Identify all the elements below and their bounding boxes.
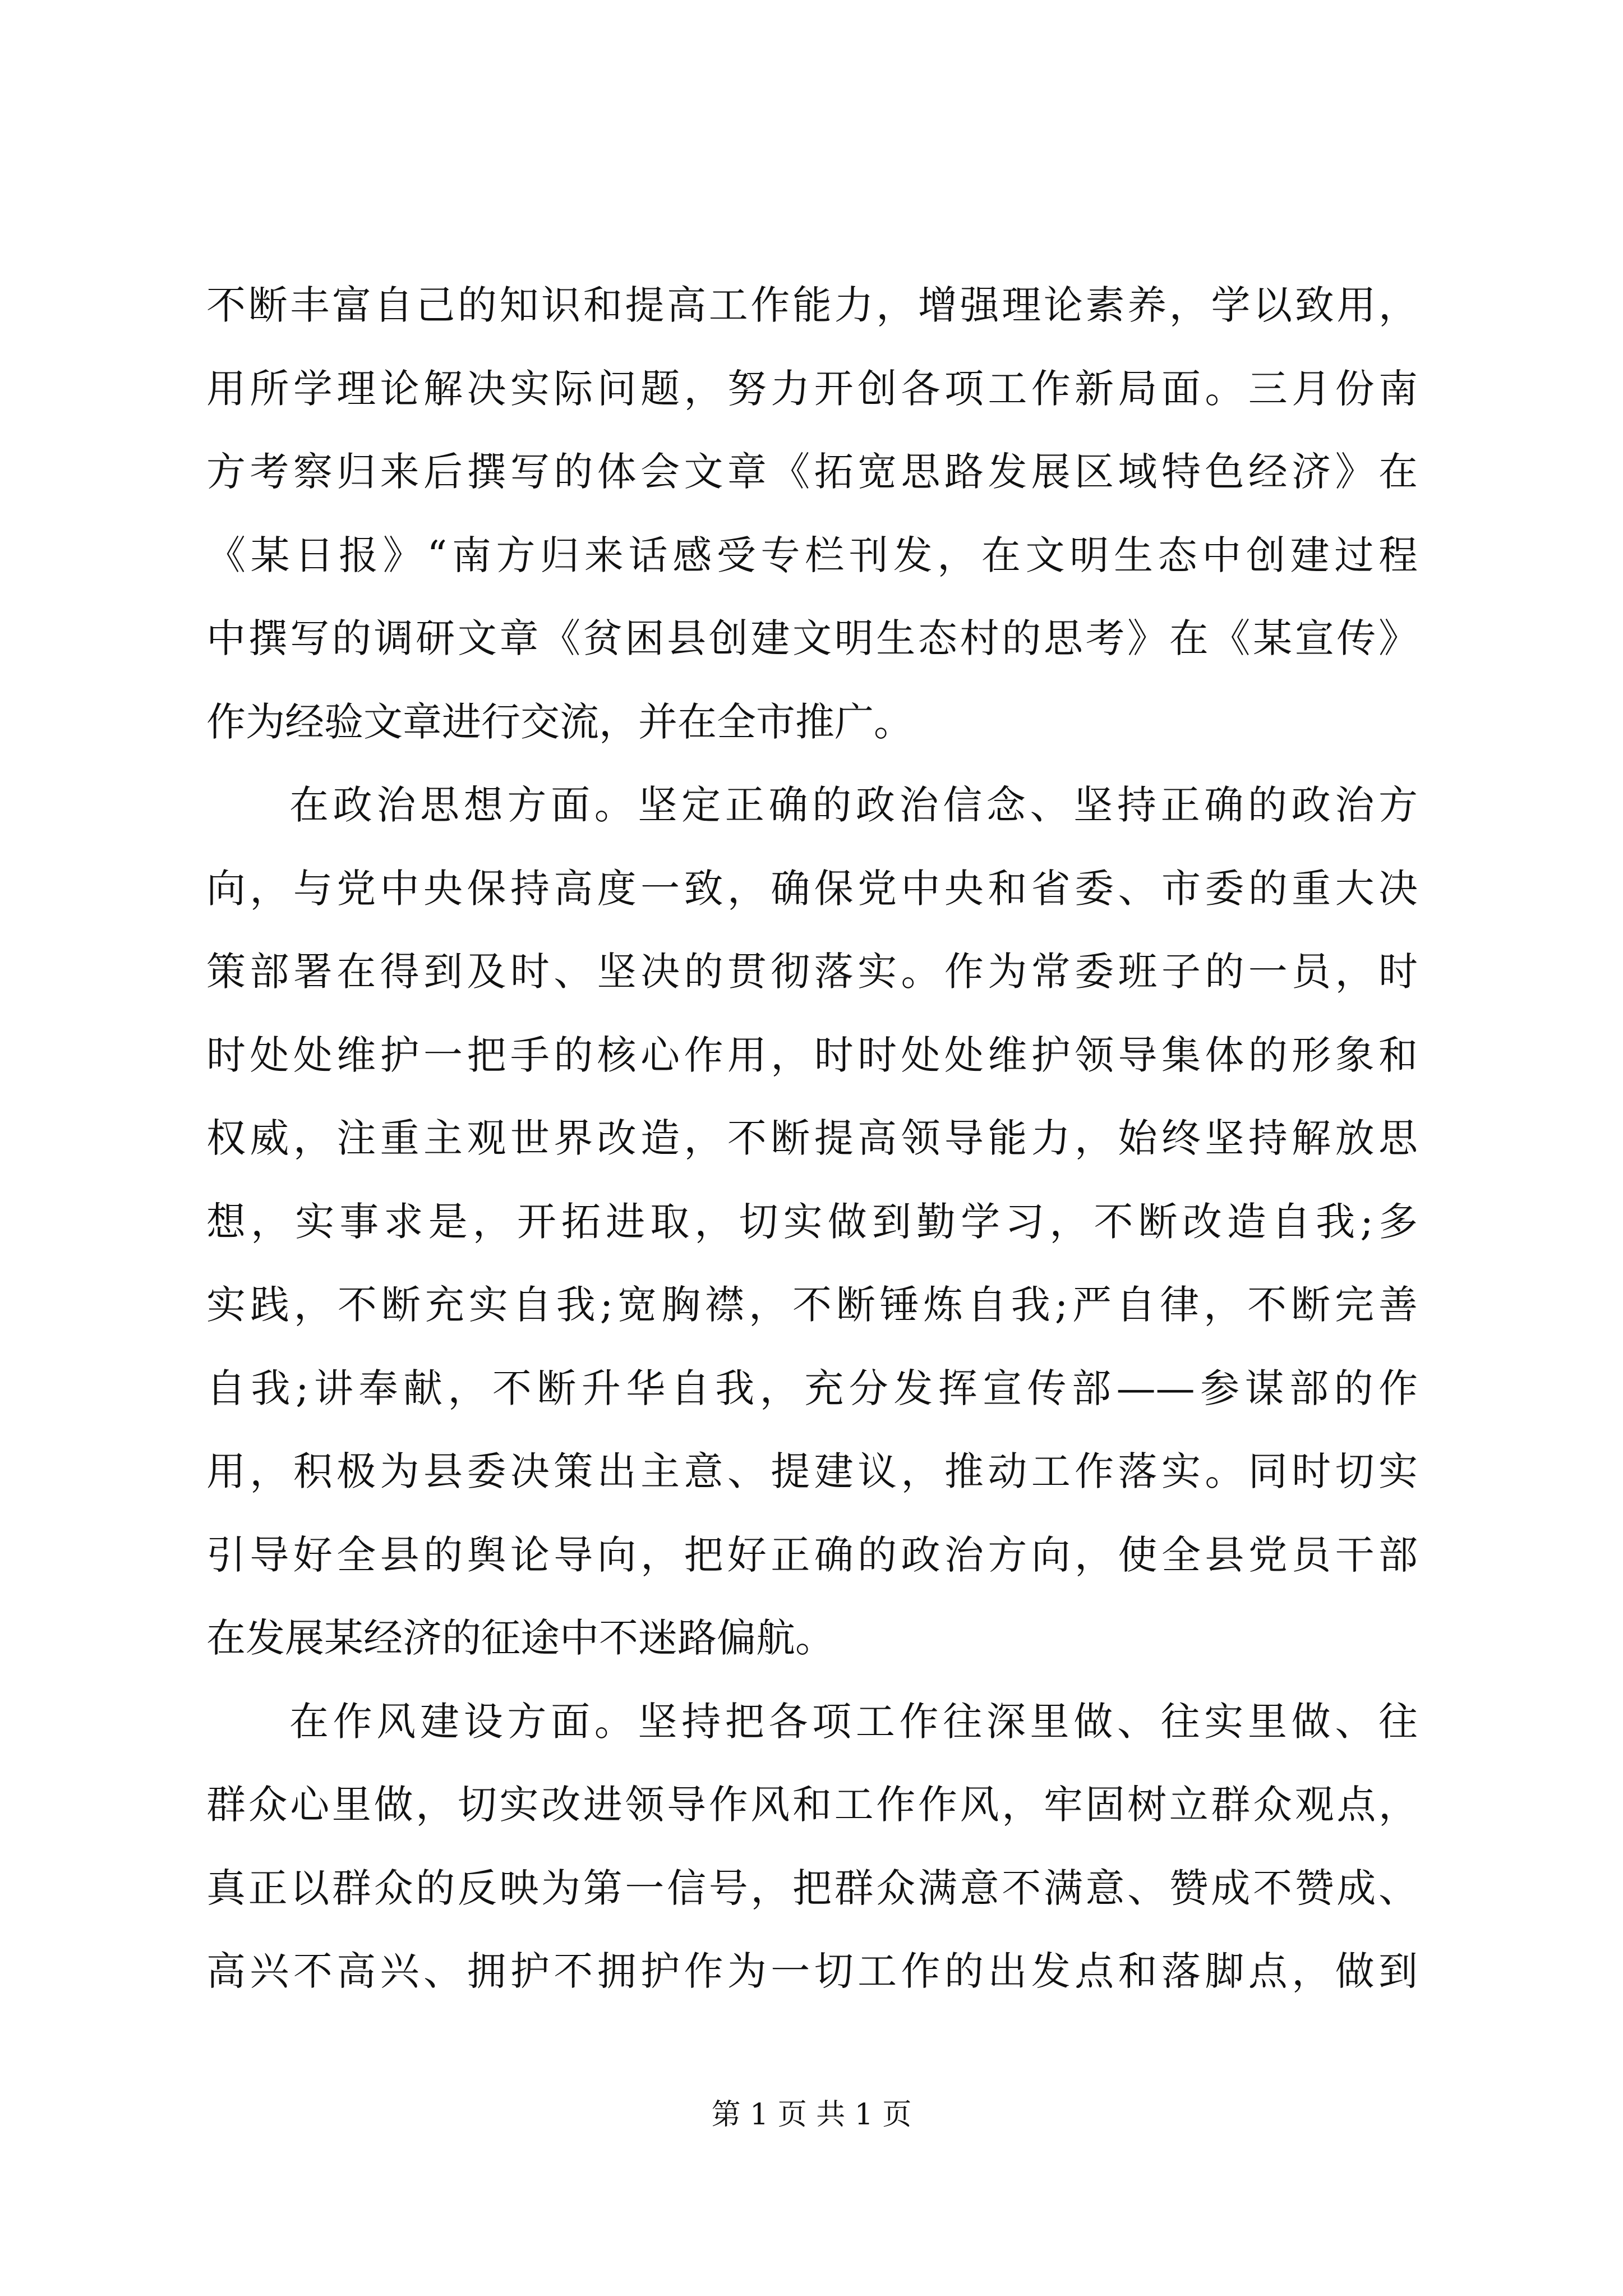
paragraph-2-line-6: 想，实事求是，开拓进取，切实做到勤学习，不断改造自我;多 xyxy=(206,1198,1418,1245)
paragraph-2-line-5: 权威，注重主观世界改造，不断提高领导能力，始终坚持解放思 xyxy=(206,1115,1418,1161)
paragraph-1-line-6: 作为经验文章进行交流，并在全市推广。 xyxy=(206,698,913,745)
document-body xyxy=(206,264,1418,2013)
paragraph-1-line-4: 《某日报》“南方归来话感受专栏刊发，在文明生态中创建过程 xyxy=(206,532,1418,578)
paragraph-2-line-7: 实践，不断充实自我;宽胸襟，不断锤炼自我;严自律，不断完善 xyxy=(206,1282,1418,1328)
paragraph-2-line-4: 时处处维护一把手的核心作用，时时处处维护领导集体的形象和 xyxy=(206,1032,1418,1078)
page-number-label: 第 1 页 共 1 页 xyxy=(711,2098,912,2132)
paragraph-1-line-5: 中撰写的调研文章《贫困县创建文明生态村的思考》在《某宣传》 xyxy=(206,615,1418,661)
paragraph-2-line-2: 向，与党中央保持高度一致，确保党中央和省委、市委的重大决 xyxy=(206,865,1418,912)
paragraph-3-line-1: 在作风建设方面。坚持把各项工作往深里做、往实里做、往 xyxy=(289,1698,1418,1745)
paragraph-2-line-3: 策部署在得到及时、坚决的贯彻落实。作为常委班子的一员，时 xyxy=(206,949,1418,995)
paragraph-2-line-8: 自我;讲奉献，不断升华自我，充分发挥宣传部——参谋部的作 xyxy=(206,1365,1418,1411)
paragraph-1-line-1: 不断丰富自己的知识和提高工作能力，增强理论素养，学以致用， xyxy=(206,282,1418,328)
paragraph-1-line-2: 用所学理论解决实际问题，努力开创各项工作新局面。三月份南 xyxy=(206,365,1418,412)
page-footer xyxy=(0,2098,1623,2132)
paragraph-2-line-1: 在政治思想方面。坚定正确的政治信念、坚持正确的政治方 xyxy=(289,782,1418,828)
paragraph-2-line-11: 在发展某经济的征途中不迷路偏航。 xyxy=(206,1615,834,1661)
paragraph-3-line-2: 群众心里做，切实改进领导作风和工作作风，牢固树立群众观点， xyxy=(206,1782,1418,1828)
paragraph-2-line-10: 引导好全县的舆论导向，把好正确的政治方向，使全县党员干部 xyxy=(206,1531,1418,1578)
paragraph-2-line-9: 用，积极为县委决策出主意、提建议，推动工作落实。同时切实 xyxy=(206,1448,1418,1494)
paragraph-3-line-3: 真正以群众的反映为第一信号，把群众满意不满意、赞成不赞成、 xyxy=(206,1865,1418,1911)
paragraph-1-line-3: 方考察归来后撰写的体会文章《拓宽思路发展区域特色经济》在 xyxy=(206,449,1418,495)
paragraph-3-line-4: 高兴不高兴、拥护不拥护作为一切工作的出发点和落脚点，做到 xyxy=(206,1948,1418,1994)
